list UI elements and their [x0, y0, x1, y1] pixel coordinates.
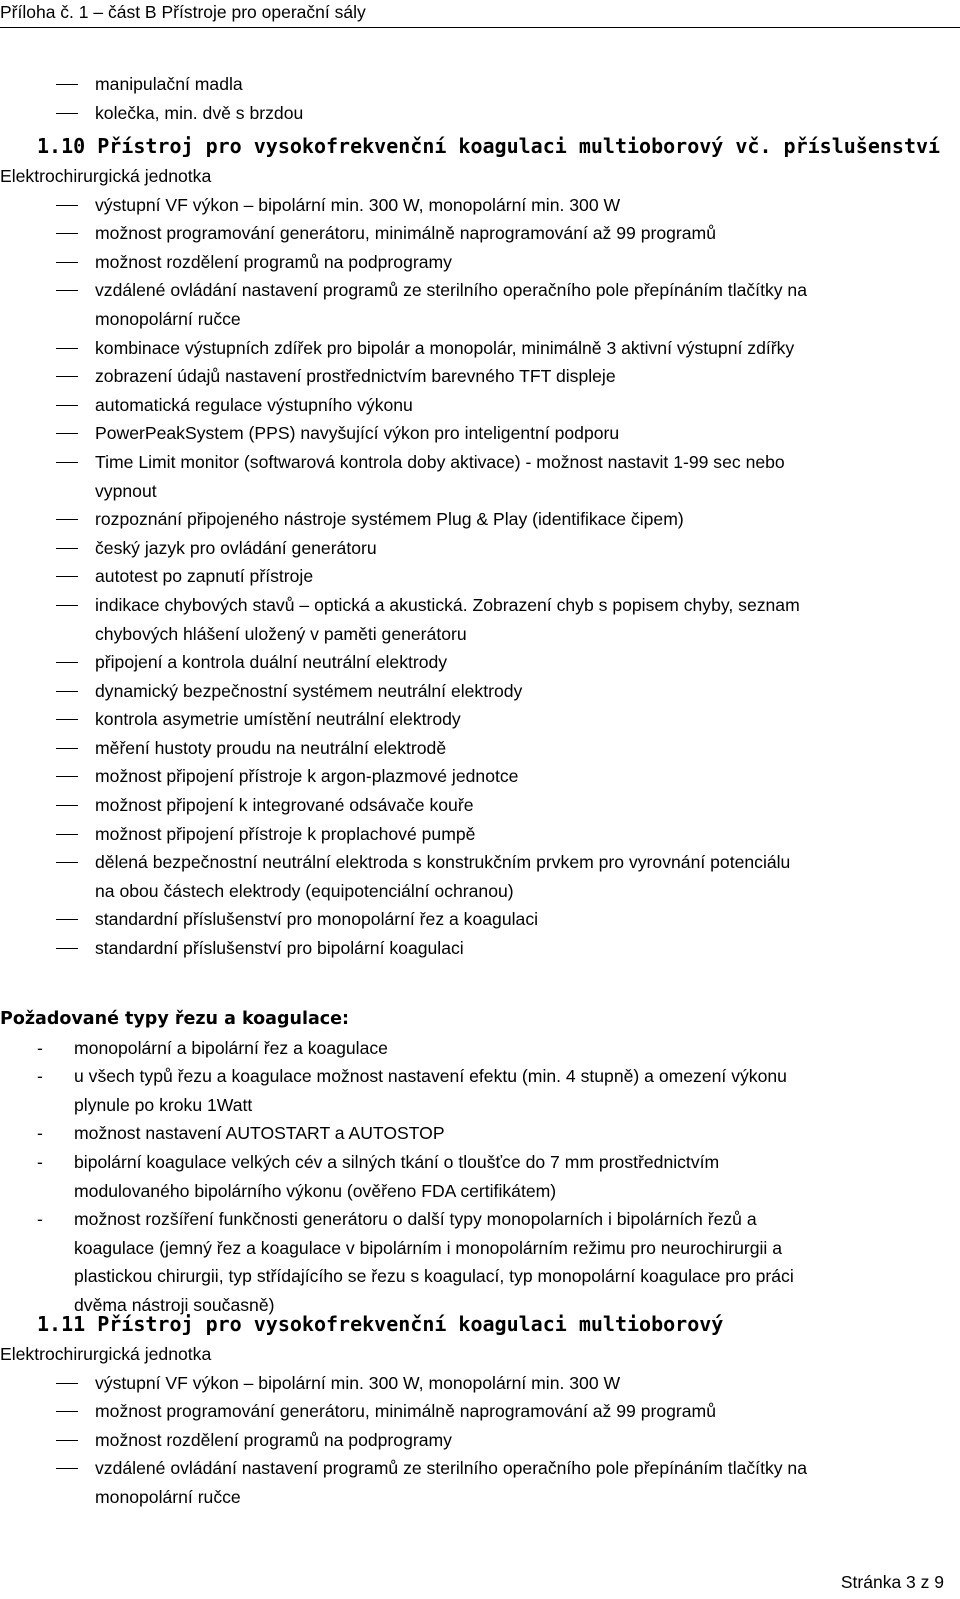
dash-bullet	[56, 748, 78, 749]
list-item	[0, 791, 960, 820]
list-item	[0, 848, 960, 877]
list-item	[0, 1454, 960, 1483]
cut-types-list	[0, 1034, 960, 1320]
section-subheading: Elektrochirurgická jednotka	[0, 166, 212, 186]
list-item-text: měření hustoty proudu na neutrální elektrodě	[95, 737, 447, 758]
list-item-continuation: na obou částech elektrody (equipotenciální ochranou)	[95, 880, 514, 901]
list-item-text: zobrazení údajů nastavení prostřednictvím barevného TFT displeje	[95, 366, 616, 387]
list-item	[0, 534, 960, 563]
dash-bullet	[56, 834, 78, 835]
list-item	[0, 705, 960, 734]
dash-bullet	[56, 433, 78, 434]
spec-list	[0, 191, 960, 963]
list-item-text: u všech typů řezu a koagulace možnost nastavení efektu (min. 4 stupně) a omezení výkonu	[74, 1066, 787, 1087]
list-item-text: možnost rozšíření funkčnosti generátoru o další typy monopolarních i bipolárních řezů a	[74, 1209, 757, 1230]
hyphen-bullet: -	[37, 1151, 43, 1172]
dash-bullet	[56, 691, 78, 692]
list-item-text: možnost nastavení AUTOSTART a AUTOSTOP	[74, 1123, 445, 1144]
cut-types-section	[0, 1005, 960, 1320]
list-item-text: možnost připojení přístroje k argon-plazmové jednotce	[95, 766, 519, 787]
dash-bullet	[56, 348, 78, 349]
list-item	[0, 905, 960, 934]
list-item-text: indikace chybových stavů – optická a akustická. Zobrazení chyb s popisem chyby, seznam	[95, 594, 800, 615]
list-item-continuation: vypnout	[95, 480, 157, 501]
list-item	[0, 1397, 960, 1426]
list-item-text: vzdálené ovládání nastavení programů ze sterilního operačního pole přepínáním tlačítky na	[95, 1458, 808, 1479]
section-heading: 1.10 Přístroj pro vysokofrekvenční koagulaci multioborový vč. příslušenství	[37, 134, 941, 158]
page-header: Příloha č. 1 – část B Přístroje pro operační sály	[0, 2, 366, 22]
dash-bullet	[56, 113, 78, 114]
list-item-text: dělená bezpečnostní neutrální elektroda s konstrukčním prvkem pro vyrovnání potenciálu	[95, 852, 791, 873]
list-item-text: autotest po zapnutí přístroje	[95, 566, 314, 587]
list-item	[0, 591, 960, 620]
list-item	[0, 762, 960, 791]
list-item-text: bipolární koagulace velkých cév a silných tkání o tloušťce do 7 mm prostřednictvím	[74, 1151, 720, 1172]
section-heading: 1.11 Přístroj pro vysokofrekvenční koagulaci multioborový	[37, 1312, 724, 1336]
list-item	[0, 562, 960, 591]
list-item	[0, 1148, 960, 1177]
spec-list	[0, 1369, 960, 1512]
dash-bullet	[56, 290, 78, 291]
dash-bullet	[56, 405, 78, 406]
list-item-text: PowerPeakSystem (PPS) navyšující výkon pro inteligentní podporu	[95, 423, 620, 444]
list-item	[0, 934, 960, 963]
list-item	[0, 820, 960, 849]
dash-bullet	[56, 948, 78, 949]
section-1-11	[0, 1308, 960, 1512]
list-item	[0, 1426, 960, 1455]
dash-bullet	[56, 262, 78, 263]
list-item	[0, 419, 960, 448]
section-1-10	[0, 130, 960, 963]
list-item-text: možnost rozdělení programů na podprogramy	[95, 251, 452, 272]
list-item-text: výstupní VF výkon – bipolární min. 300 W, monopolární min. 300 W	[95, 194, 621, 215]
list-item	[0, 334, 960, 363]
dash-bullet	[56, 84, 78, 85]
list-item-continuation: koagulace (jemný řez a koagulace v bipolárním i monopolárním režimu pro neurochirurgii a	[74, 1237, 783, 1258]
list-item	[0, 191, 960, 220]
list-item-text: možnost připojení přístroje k proplachové pumpě	[95, 823, 476, 844]
list-item-text: možnost připojení k integrované odsávače kouře	[95, 795, 474, 816]
list-item	[0, 1119, 960, 1148]
page-footer: Stránka 3 z 9	[840, 1572, 944, 1592]
list-item-text: možnost programování generátoru, minimálně naprogramování až 99 programů	[95, 223, 716, 244]
dash-bullet	[56, 462, 78, 463]
list-item-continuation: dvěma nástroji současně)	[74, 1294, 275, 1315]
list-item-text: kolečka, min. dvě s brzdou	[95, 102, 304, 123]
cut-types-heading: Požadované typy řezu a koagulace:	[0, 1009, 350, 1029]
list-item	[0, 1034, 960, 1063]
list-item	[0, 648, 960, 677]
dash-bullet	[56, 1440, 78, 1441]
dash-bullet	[56, 233, 78, 234]
list-item	[0, 1062, 960, 1091]
dash-bullet	[56, 376, 78, 377]
list-item-continuation: modulovaného bipolárního výkonu (ověřeno FDA certifikátem)	[74, 1180, 557, 1201]
dash-bullet	[56, 862, 78, 863]
list-item-text: standardní příslušenství pro monopolární řez a koagulaci	[95, 909, 539, 930]
list-item-text: možnost rozdělení programů na podprogramy	[95, 1429, 452, 1450]
list-item-text: český jazyk pro ovládání generátoru	[95, 537, 377, 558]
dash-bullet	[56, 1468, 78, 1469]
carryover-list	[0, 70, 960, 127]
dash-bullet	[56, 205, 78, 206]
hyphen-bullet: -	[37, 1037, 43, 1058]
list-item-continuation: monopolární ručce	[95, 1486, 241, 1507]
dash-bullet	[56, 662, 78, 663]
list-item	[0, 505, 960, 534]
list-item-continuation: monopolární ručce	[95, 308, 241, 329]
list-item	[0, 276, 960, 305]
list-item-text: vzdálené ovládání nastavení programů ze sterilního operačního pole přepínáním tlačítky na	[95, 280, 808, 301]
list-item-text: výstupní VF výkon – bipolární min. 300 W, monopolární min. 300 W	[95, 1372, 621, 1393]
list-item-text: možnost programování generátoru, minimálně naprogramování až 99 programů	[95, 1401, 716, 1422]
dash-bullet	[56, 576, 78, 577]
list-item-text: dynamický bezpečnostní systémem neutrální elektrody	[95, 680, 523, 701]
list-item-continuation: chybových hlášení uložený v paměti generátoru	[95, 623, 467, 644]
section-subheading: Elektrochirurgická jednotka	[0, 1344, 212, 1364]
dash-bullet	[56, 805, 78, 806]
list-item-text: automatická regulace výstupního výkonu	[95, 394, 413, 415]
list-item-continuation: plastickou chirurgii, typ střídajícího se řezu s koagulací, typ monopolární koagulace pro práci	[74, 1266, 794, 1287]
dash-bullet	[56, 548, 78, 549]
hyphen-bullet: -	[37, 1209, 43, 1230]
list-item-text: standardní příslušenství pro bipolární koagulaci	[95, 938, 464, 959]
hyphen-bullet: -	[37, 1066, 43, 1087]
list-item	[0, 219, 960, 248]
list-item	[0, 1369, 960, 1398]
dash-bullet	[56, 1411, 78, 1412]
dash-bullet	[56, 919, 78, 920]
list-item-text: připojení a kontrola duální neutrální elektrody	[95, 652, 448, 673]
hyphen-bullet: -	[37, 1123, 43, 1144]
list-item-text: kombinace výstupních zdířek pro bipolár a monopolár, minimálně 3 aktivní výstupní zdířky	[95, 337, 795, 358]
list-item	[0, 677, 960, 706]
list-item-text: rozpoznání připojeného nástroje systémem Plug & Play (identifikace čipem)	[95, 509, 684, 530]
list-item	[0, 248, 960, 277]
dash-bullet	[56, 1383, 78, 1384]
list-item	[0, 70, 960, 99]
dash-bullet	[56, 719, 78, 720]
dash-bullet	[56, 776, 78, 777]
list-item	[0, 99, 960, 128]
list-item-text: manipulační madla	[95, 74, 243, 94]
dash-bullet	[56, 605, 78, 606]
header-rule	[0, 27, 960, 28]
list-item-text: monopolární a bipolární řez a koagulace	[74, 1037, 388, 1058]
list-item	[0, 391, 960, 420]
list-item-text: Time Limit monitor (softwarová kontrola doby aktivace) - možnost nastavit 1-99 sec nebo	[95, 451, 785, 472]
dash-bullet	[56, 519, 78, 520]
list-item-text: kontrola asymetrie umístění neutrální elektrody	[95, 709, 461, 730]
list-item	[0, 448, 960, 477]
list-item	[0, 362, 960, 391]
list-item	[0, 1205, 960, 1234]
list-item-continuation: plynule po kroku 1Watt	[74, 1094, 253, 1115]
list-item	[0, 734, 960, 763]
